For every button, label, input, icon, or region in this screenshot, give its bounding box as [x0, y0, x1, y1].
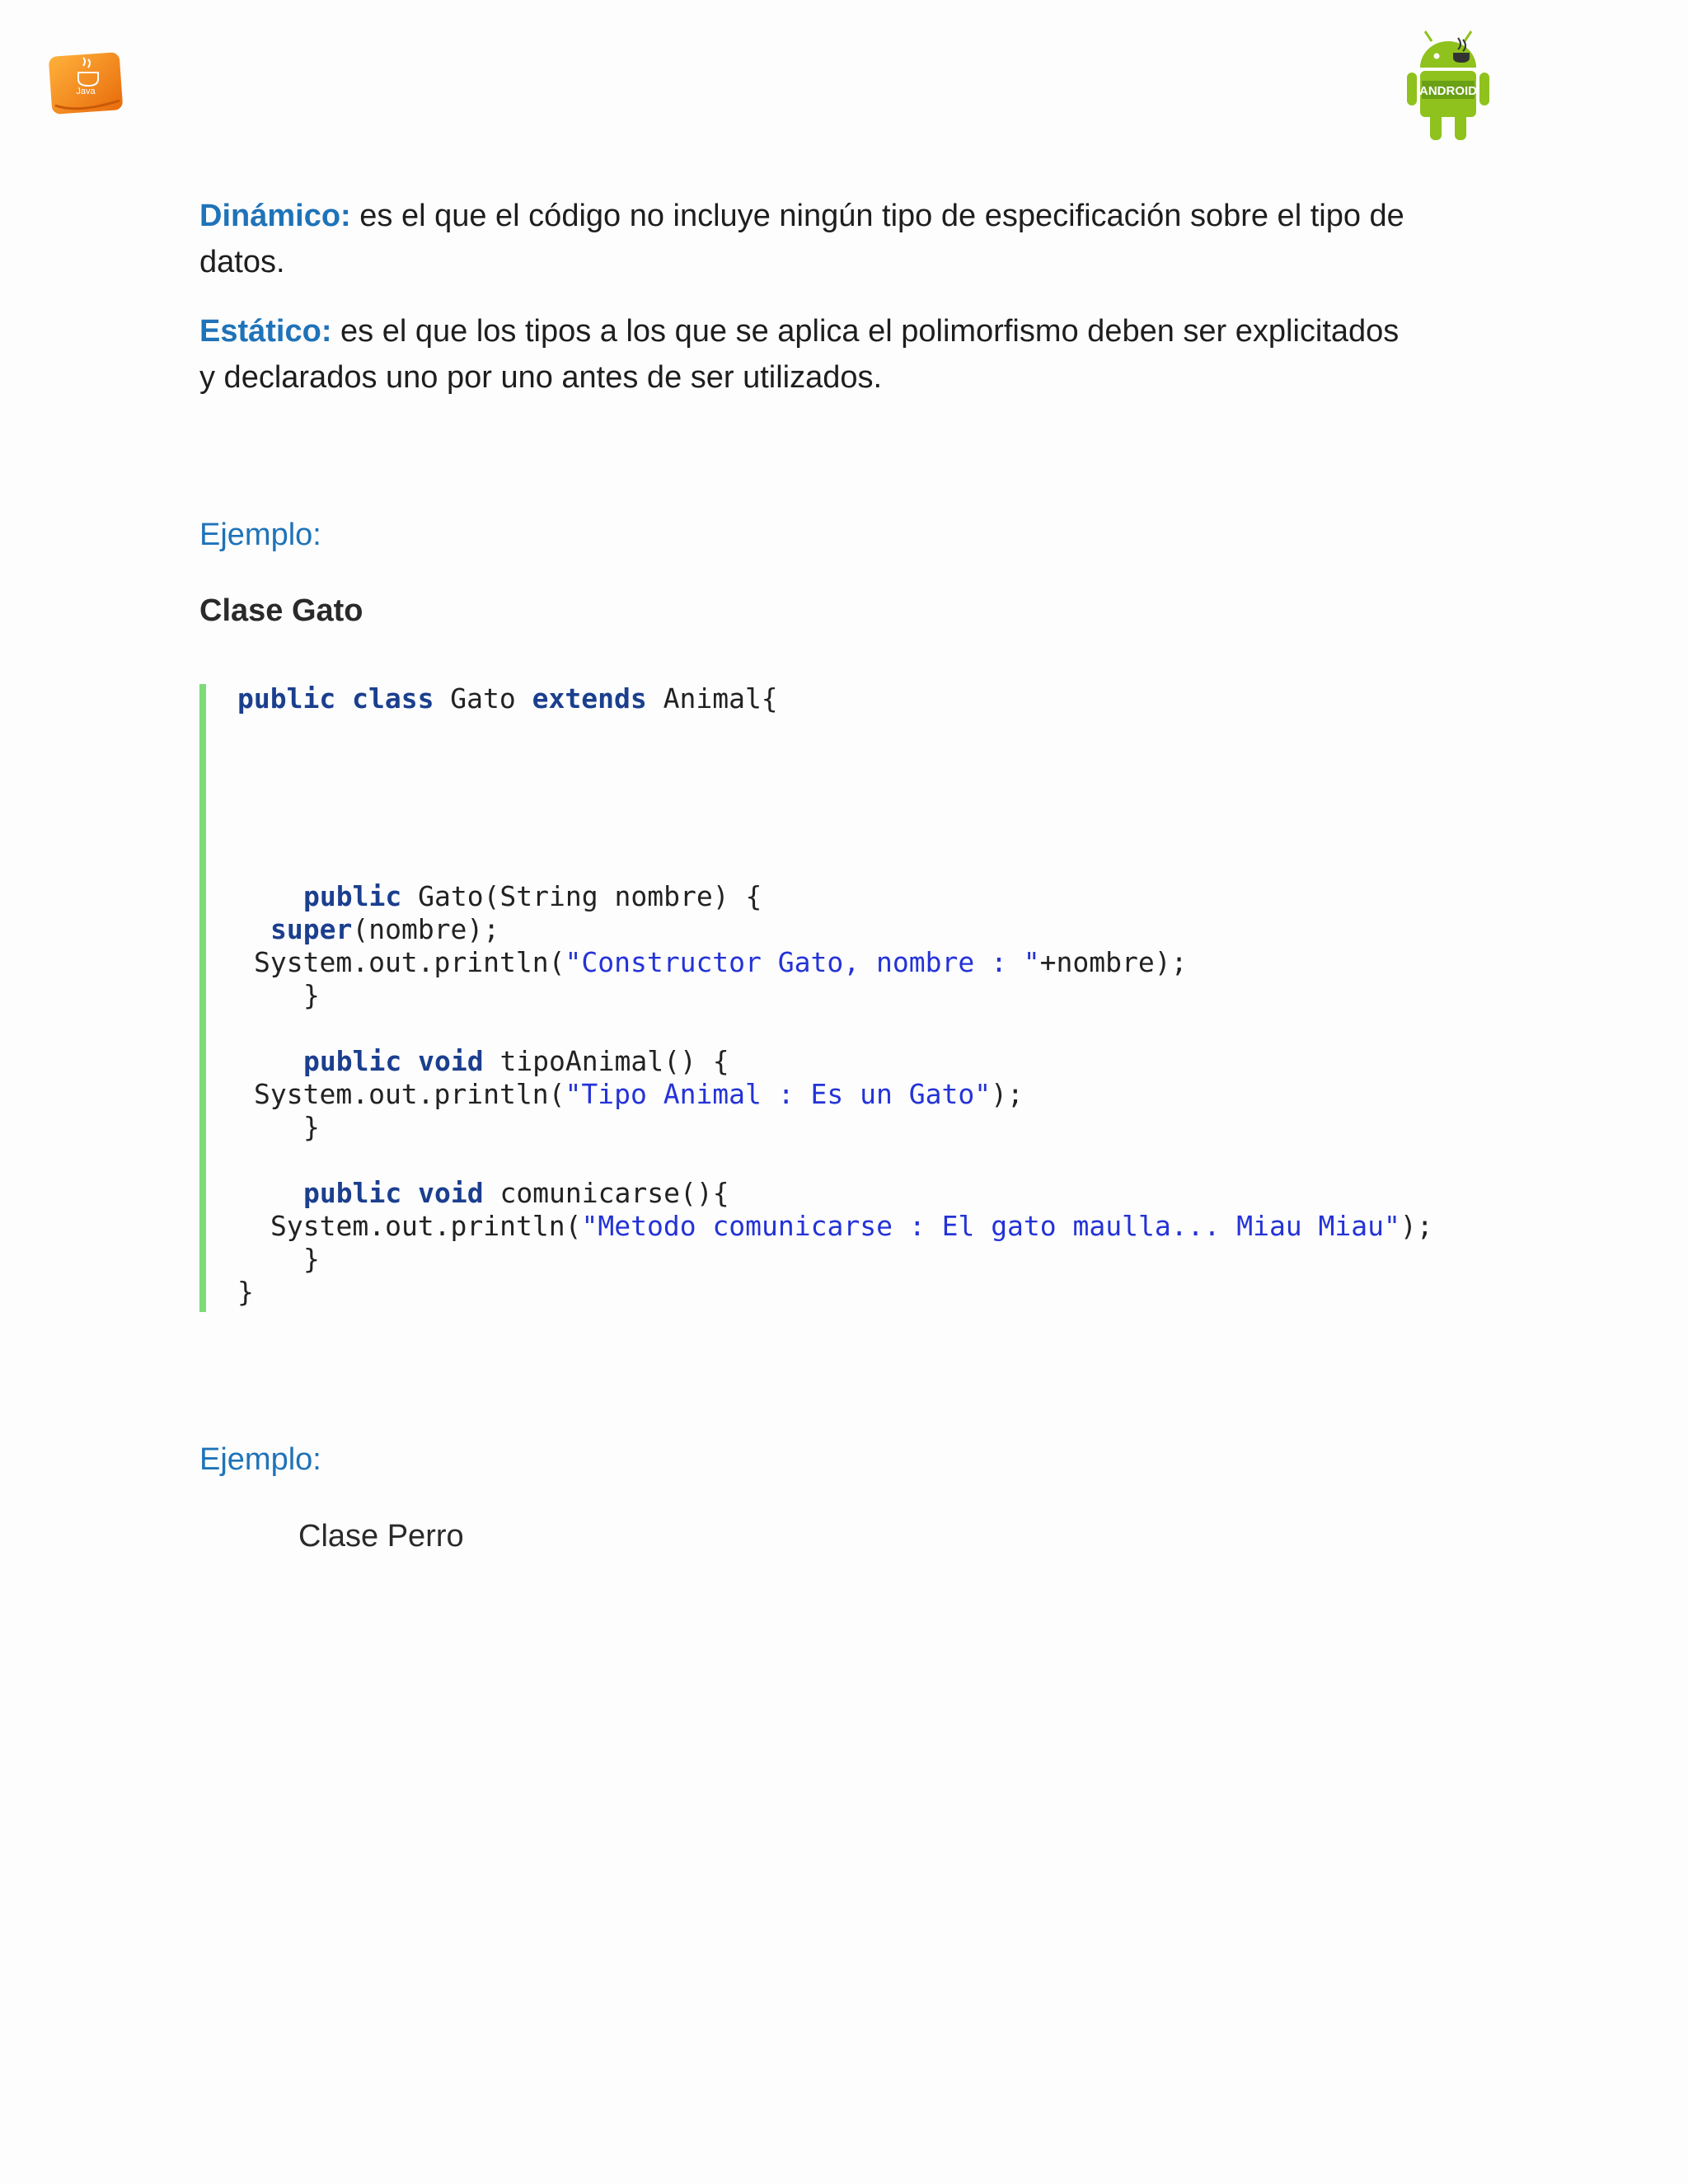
code-line: System.out.println("Metodo comunicarse : El gato maulla... Miau Miau");: [270, 1210, 1433, 1242]
term-dinamico: Dinámico:: [199, 199, 351, 233]
definition-text: es el que el código no incluye ningún tipo de especificación sobre el tipo de: [350, 199, 1404, 233]
code-line: super(nombre);: [270, 913, 500, 945]
class-heading: Clase Gato: [199, 593, 363, 628]
code-line: public class Gato extends Animal{: [237, 682, 778, 715]
code-line: public void comunicarse(){: [303, 1177, 729, 1209]
code-line: public void tipoAnimal() {: [303, 1045, 729, 1077]
svg-text:Java: Java: [76, 87, 96, 96]
code-line: System.out.println("Tipo Animal : Es un Gato");: [254, 1078, 1024, 1110]
code-line: System.out.println("Constructor Gato, nombre : "+nombre);: [254, 946, 1188, 978]
definition-dinamico: [199, 193, 1485, 285]
svg-text:ANDROID: ANDROID: [1419, 84, 1477, 98]
definition-estatico: [199, 308, 1485, 401]
code-line: }: [303, 1111, 320, 1143]
example-label: Ejemplo:: [199, 518, 321, 552]
android-logo-icon: [1405, 30, 1491, 142]
class-heading: Clase Perro: [298, 1519, 464, 1554]
term-estatico: Estático:: [199, 314, 332, 349]
code-line: }: [237, 1276, 254, 1308]
code-line: }: [303, 1243, 320, 1275]
java-logo-icon: [45, 51, 126, 117]
definition-text: es el que los tipos a los que se aplica el polimorfismo deben ser explicitados: [331, 314, 1400, 349]
definition-text: datos.: [199, 245, 285, 279]
definition-text: y declarados uno por uno antes de ser utilizados.: [199, 360, 883, 395]
code-block-bar: [199, 684, 206, 1312]
code-line: public Gato(String nombre) {: [303, 880, 762, 912]
code-line: }: [303, 979, 320, 1011]
example-label: Ejemplo:: [199, 1442, 321, 1477]
